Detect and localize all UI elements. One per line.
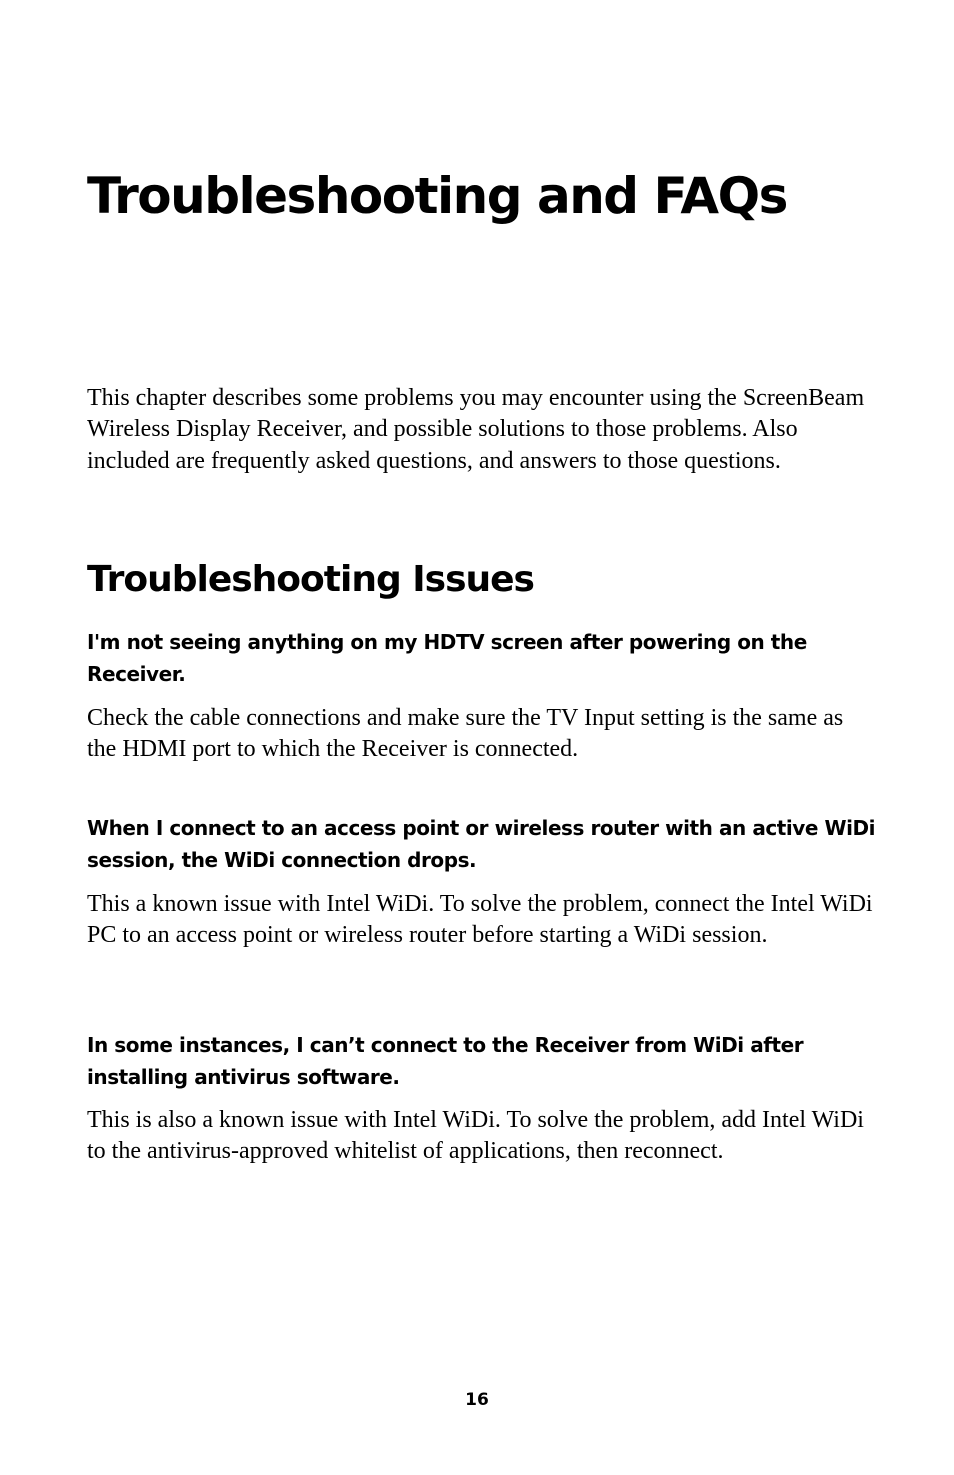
faq-answer-connection-drops: This a known issue with Intel WiDi. To solve the problem, connect the Intel WiDi PC to an access point or wireless router before starting a WiDi session. bbox=[87, 891, 873, 949]
section-title: Troubleshooting Issues bbox=[87, 559, 534, 600]
faq-answer-hdtv-blank: Check the cable connections and make sure the TV Input setting is the same as the HDMI port to which the Receiver is connected. bbox=[87, 705, 844, 763]
faq-question-antivirus: In some instances, I can’t connect to the Receiver from WiDi after installing antivirus software. bbox=[87, 1033, 804, 1089]
page-number: 16 bbox=[465, 1390, 489, 1410]
faq-answer-antivirus: This is also a known issue with Intel WiDi. To solve the problem, add Intel WiDi to the antivirus-approved whitelist of applications, then reconnect. bbox=[87, 1107, 864, 1165]
chapter-intro: This chapter describes some problems you may encounter using the ScreenBeam Wireless Display Receiver, and possible solutions to those problems. Also included are frequently asked questions, and answers to those questions. bbox=[87, 385, 865, 474]
faq-question-hdtv-blank: I'm not seeing anything on my HDTV screen after powering on the Receiver. bbox=[87, 630, 807, 686]
chapter-title: Troubleshooting and FAQs bbox=[87, 167, 787, 225]
faq-question-connection-drops: When I connect to an access point or wireless router with an active WiDi session, the WiDi connection drops. bbox=[87, 816, 876, 872]
